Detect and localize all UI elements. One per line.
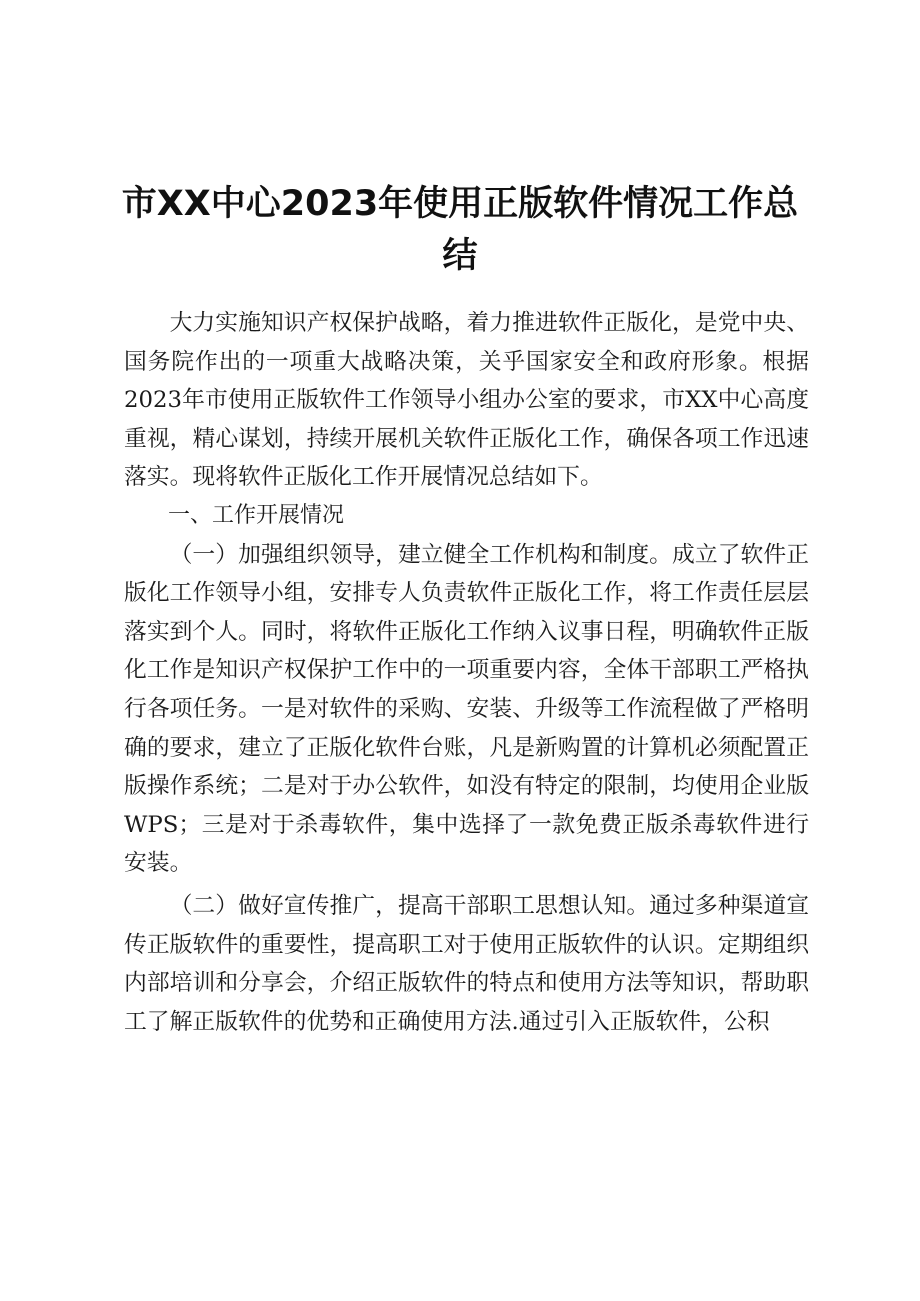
document-body: [124, 304, 809, 1041]
paragraph-publicity: （二）做好宣传推广，提高干部职工思想认知。通过多种渠道宣传正版软件的重要性，提高职工对于使用正版软件的认识。定期组织内部培训和分享会，介绍正版软件的特点和使用方法等知识，帮助职工了解正版软件的优势和正确使用方法.通过引入正版软件，公积: [124, 892, 809, 1035]
intro-paragraph: 大力实施知识产权保护战略，着力推进软件正版化，是党中央、国务院作出的一项重大战略决策，关乎国家安全和政府形象。根据2023年市使用正版软件工作领导小组办公室的要求，市XX中心高度重视，精心谋划，持续开展机关软件正版化工作，确保各项工作迅速落实。现将软件正版化工作开展情况总结如下。: [124, 310, 809, 491]
paragraph-organization: （一）加强组织领导，建立健全工作机构和制度。成立了软件正版化工作领导小组，安排专人负责软件正版化工作，将工作责任层层落实到个人。同时，将软件正版化工作纳入议事日程，明确软件正版化工作是知识产权保护工作中的一项重要内容，全体干部职工严格执行各项任务。一是对软件的采购、安装、升级等工作流程做了严格明确的要求，建立了正版化软件台账，凡是新购置的计算机必须配置正版操作系统；二是对于办公软件，如没有特定的限制，均使用企业版WPS；三是对于杀毒软件，集中选择了一款免费正版杀毒软件进行安装。: [124, 541, 809, 877]
section-heading: 一、工作开展情况: [168, 502, 345, 528]
document-title: 市XX中心2023年使用正版软件情况工作总结: [121, 184, 799, 276]
